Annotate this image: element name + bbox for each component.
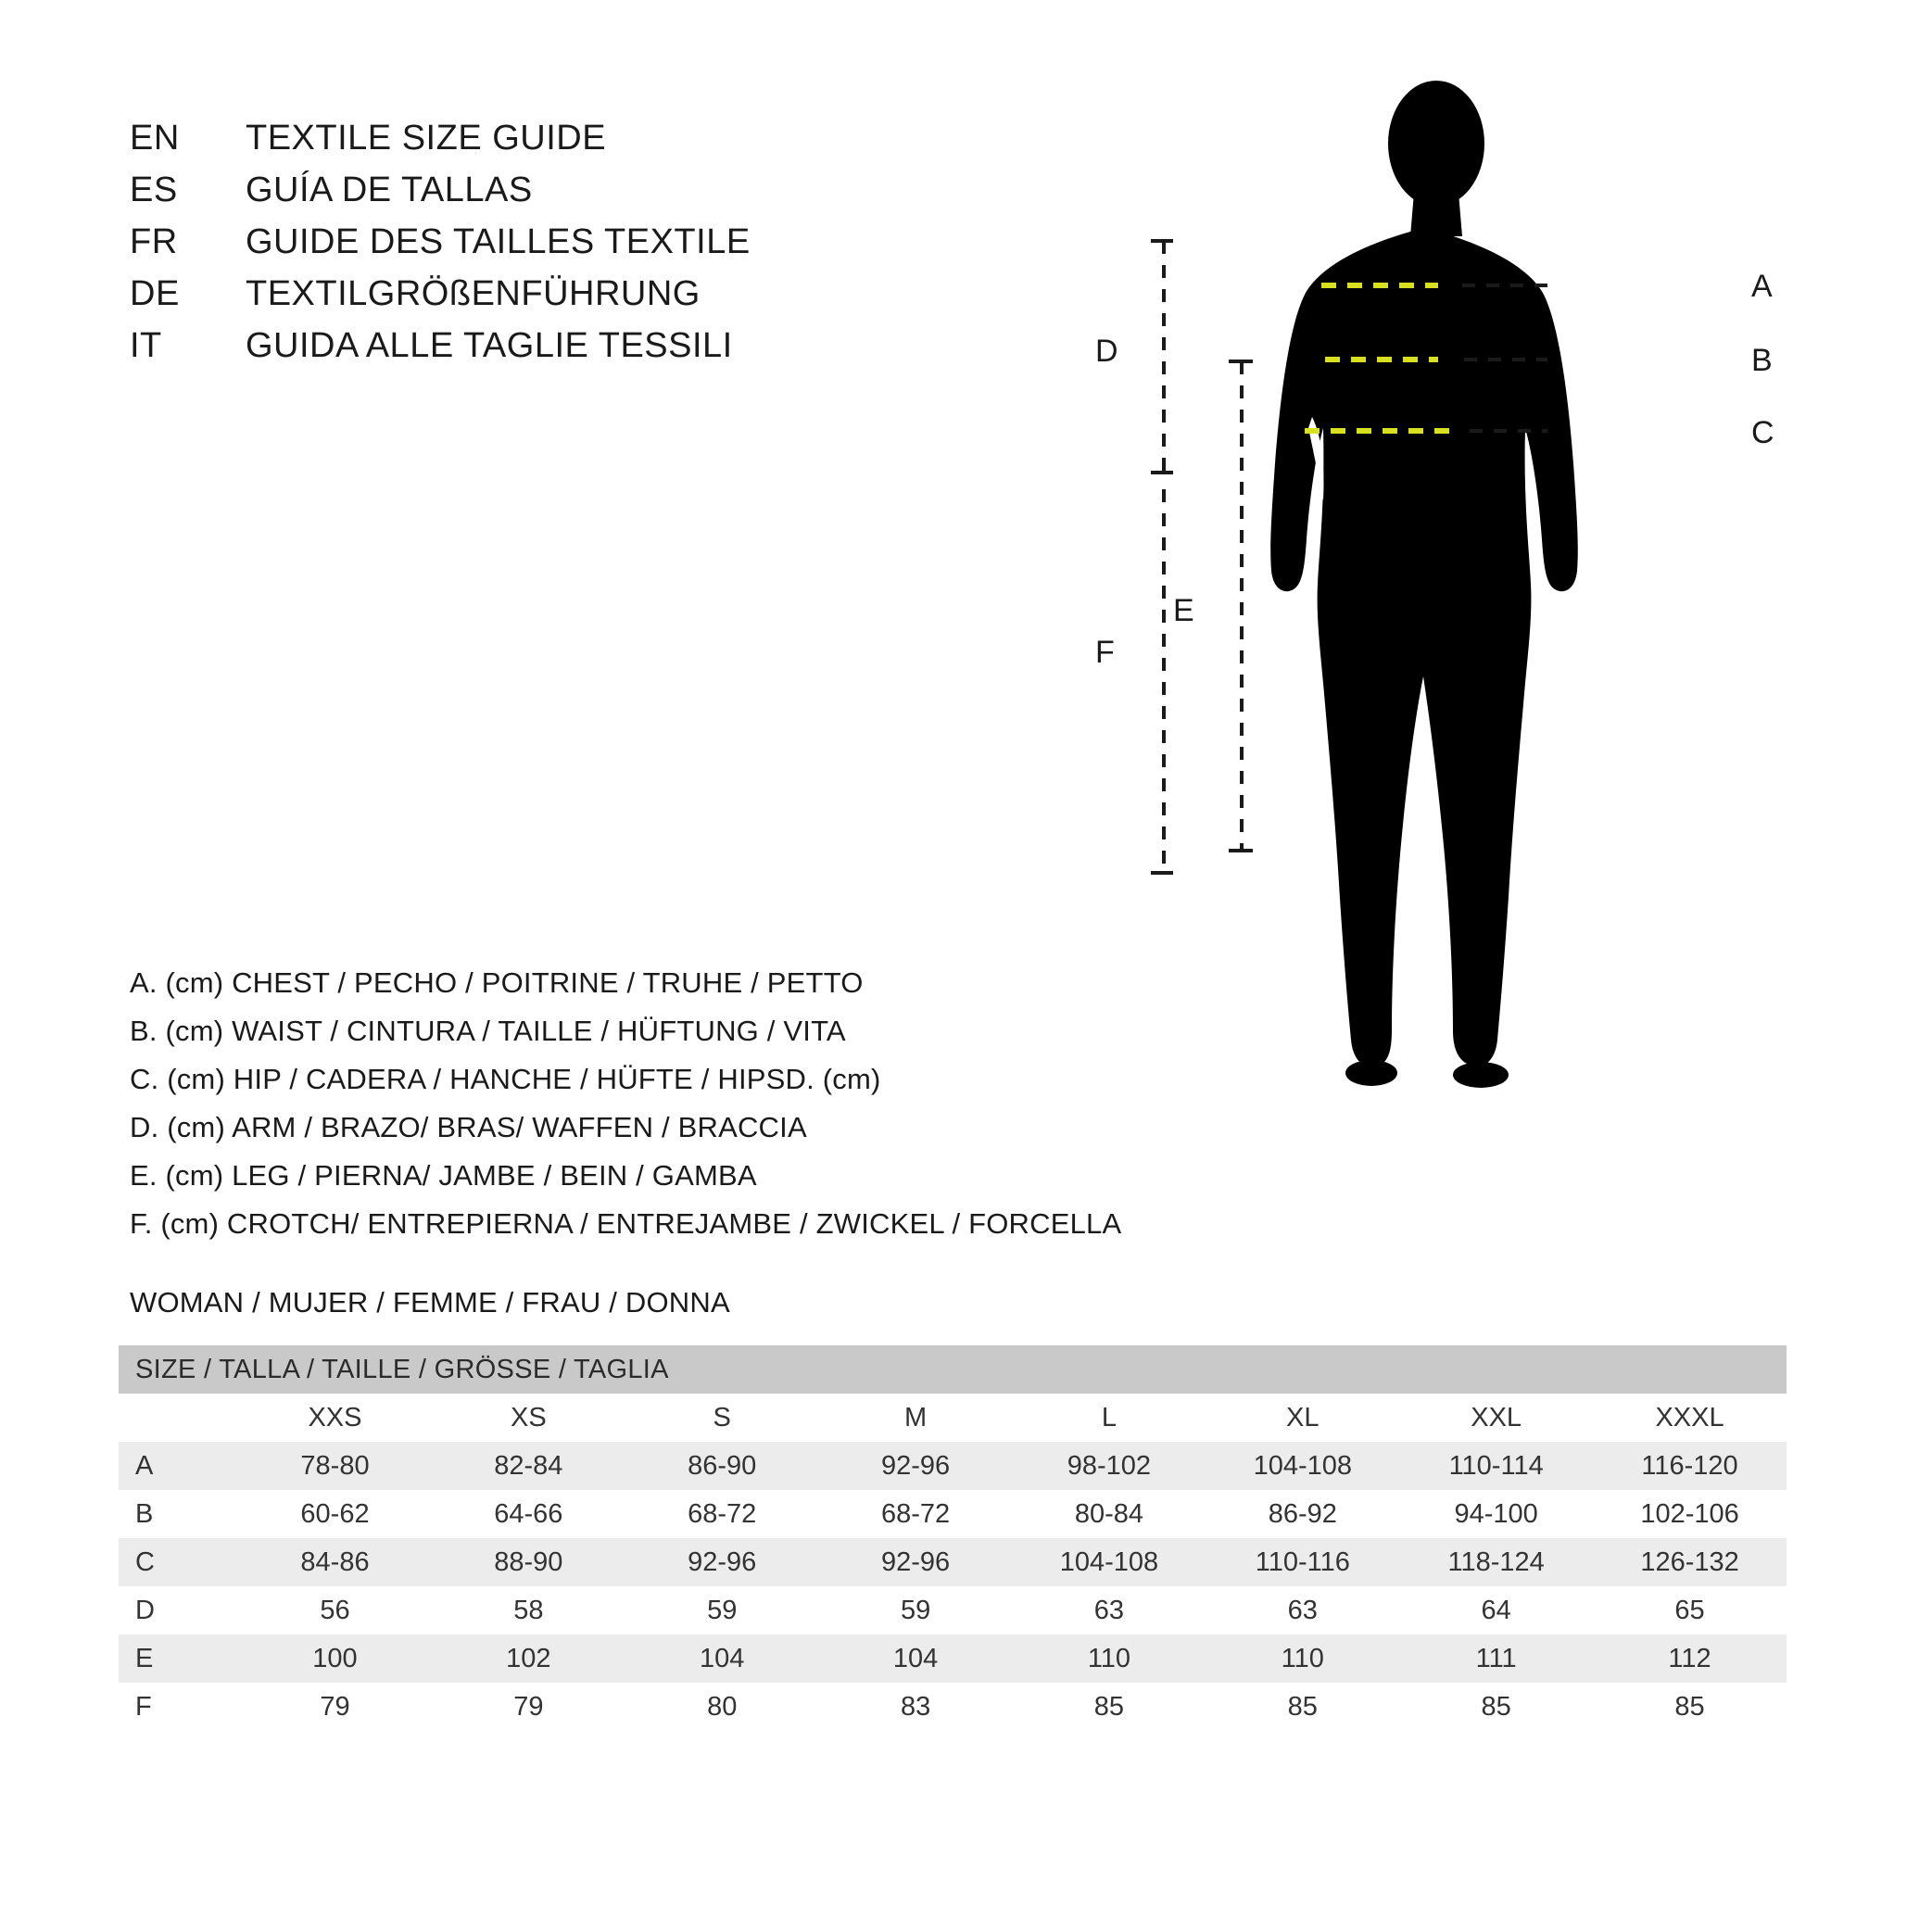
measurement-guides xyxy=(1140,65,1863,1177)
table-corner-cell xyxy=(119,1394,238,1442)
legend-item-d: D. (cm) ARM / BRAZO/ BRAS/ WAFFEN / BRACCIA xyxy=(130,1111,807,1143)
cell-d-xl: 63 xyxy=(1206,1586,1399,1634)
cell-a-s: 86-90 xyxy=(625,1442,819,1490)
cell-f-xs: 79 xyxy=(432,1683,625,1731)
table-row xyxy=(119,1442,1787,1490)
title-lang-es: ES xyxy=(130,170,178,209)
cell-e-xxxl: 112 xyxy=(1593,1634,1787,1683)
cell-a-xl: 104-108 xyxy=(1206,1442,1399,1490)
cell-e-m: 104 xyxy=(819,1634,1013,1683)
title-text-de: TEXTILGRÖßENFÜHRUNG xyxy=(246,274,701,313)
legend-item-b: B. (cm) WAIST / CINTURA / TAILLE / HÜFTUNG / VITA xyxy=(130,1015,846,1047)
cell-a-xxl: 110-114 xyxy=(1399,1442,1593,1490)
legend-item-a: A. (cm) CHEST / PECHO / POITRINE / TRUHE / PETTO xyxy=(130,966,864,999)
size-xl: XL xyxy=(1206,1394,1399,1442)
label-F: F xyxy=(1095,635,1115,670)
table-row xyxy=(119,1490,1787,1538)
cell-b-xxs: 60-62 xyxy=(238,1490,432,1538)
title-lang-de: DE xyxy=(130,274,180,313)
cell-a-xxxl: 116-120 xyxy=(1593,1442,1787,1490)
cell-f-s: 80 xyxy=(625,1683,819,1731)
cell-b-xxxl: 102-106 xyxy=(1593,1490,1787,1538)
title-text-fr: GUIDE DES TAILLES TEXTILE xyxy=(246,222,751,261)
cell-d-m: 59 xyxy=(819,1586,1013,1634)
legend-block xyxy=(130,959,1121,1248)
cell-c-xxl: 118-124 xyxy=(1399,1538,1593,1586)
label-D: D xyxy=(1095,334,1118,369)
measurement-diagram xyxy=(1095,65,1863,1177)
cell-d-xxl: 64 xyxy=(1399,1586,1593,1634)
cell-c-xl: 110-116 xyxy=(1206,1538,1399,1586)
cell-e-xs: 102 xyxy=(432,1634,625,1683)
table-header-row xyxy=(119,1345,1787,1394)
cell-b-s: 68-72 xyxy=(625,1490,819,1538)
legend-item-e: E. (cm) LEG / PIERNA/ JAMBE / BEIN / GAMBA xyxy=(130,1159,757,1192)
title-lang-en: EN xyxy=(130,119,180,158)
title-row xyxy=(130,119,751,170)
size-xxxl: XXXL xyxy=(1593,1394,1787,1442)
title-lang-it: IT xyxy=(130,326,162,365)
size-l: L xyxy=(1013,1394,1206,1442)
cell-d-xs: 58 xyxy=(432,1586,625,1634)
cell-f-xl: 85 xyxy=(1206,1683,1399,1731)
cell-d-s: 59 xyxy=(625,1586,819,1634)
cell-d-xxxl: 65 xyxy=(1593,1586,1787,1634)
row-label-a: A xyxy=(119,1442,238,1490)
table-row xyxy=(119,1634,1787,1683)
title-row xyxy=(130,274,751,326)
label-B: B xyxy=(1751,343,1773,378)
size-xxl: XXL xyxy=(1399,1394,1593,1442)
cell-f-l: 85 xyxy=(1013,1683,1206,1731)
cell-e-xl: 110 xyxy=(1206,1634,1399,1683)
title-text-it: GUIDA ALLE TAGLIE TESSILI xyxy=(246,326,733,365)
title-block xyxy=(130,119,751,378)
legend-item-c: C. (cm) HIP / CADERA / HANCHE / HÜFTE / HIPSD. (cm) xyxy=(130,1063,881,1095)
cell-c-xxxl: 126-132 xyxy=(1593,1538,1787,1586)
cell-b-xxl: 94-100 xyxy=(1399,1490,1593,1538)
cell-b-m: 68-72 xyxy=(819,1490,1013,1538)
cell-e-xxl: 111 xyxy=(1399,1634,1593,1683)
cell-c-xxs: 84-86 xyxy=(238,1538,432,1586)
size-table xyxy=(119,1345,1787,1731)
title-text-es: GUÍA DE TALLAS xyxy=(246,170,533,209)
cell-d-xxs: 56 xyxy=(238,1586,432,1634)
cell-f-m: 83 xyxy=(819,1683,1013,1731)
cell-a-xs: 82-84 xyxy=(432,1442,625,1490)
cell-c-s: 92-96 xyxy=(625,1538,819,1586)
label-E: E xyxy=(1173,593,1194,628)
cell-c-m: 92-96 xyxy=(819,1538,1013,1586)
cell-a-m: 92-96 xyxy=(819,1442,1013,1490)
cell-c-l: 104-108 xyxy=(1013,1538,1206,1586)
cell-e-xxs: 100 xyxy=(238,1634,432,1683)
title-row xyxy=(130,326,751,378)
table-row xyxy=(119,1538,1787,1586)
size-xs: XS xyxy=(432,1394,625,1442)
cell-a-xxs: 78-80 xyxy=(238,1442,432,1490)
cell-f-xxxl: 85 xyxy=(1593,1683,1787,1731)
title-lang-fr: FR xyxy=(130,222,178,261)
cell-b-xs: 64-66 xyxy=(432,1490,625,1538)
table-row xyxy=(119,1586,1787,1634)
cell-b-xl: 86-92 xyxy=(1206,1490,1399,1538)
row-label-e: E xyxy=(119,1634,238,1683)
table-sizes-row xyxy=(119,1394,1787,1442)
table-header-label: SIZE / TALLA / TAILLE / GRÖSSE / TAGLIA xyxy=(119,1345,1787,1394)
title-text-en: TEXTILE SIZE GUIDE xyxy=(246,119,607,158)
row-label-d: D xyxy=(119,1586,238,1634)
table-row xyxy=(119,1683,1787,1731)
label-C: C xyxy=(1751,415,1774,450)
row-label-c: C xyxy=(119,1538,238,1586)
size-xxs: XXS xyxy=(238,1394,432,1442)
cell-f-xxl: 85 xyxy=(1399,1683,1593,1731)
cell-e-l: 110 xyxy=(1013,1634,1206,1683)
gender-label: WOMAN / MUJER / FEMME / FRAU / DONNA xyxy=(130,1286,730,1319)
size-m: M xyxy=(819,1394,1013,1442)
row-label-b: B xyxy=(119,1490,238,1538)
size-s: S xyxy=(625,1394,819,1442)
cell-c-xs: 88-90 xyxy=(432,1538,625,1586)
label-A: A xyxy=(1751,269,1773,304)
legend-item-f: F. (cm) CROTCH/ ENTREPIERNA / ENTREJAMBE / ZWICKEL / FORCELLA xyxy=(130,1207,1122,1240)
cell-f-xxs: 79 xyxy=(238,1683,432,1731)
title-row xyxy=(130,170,751,222)
title-row xyxy=(130,222,751,274)
cell-e-s: 104 xyxy=(625,1634,819,1683)
row-label-f: F xyxy=(119,1683,238,1731)
cell-b-l: 80-84 xyxy=(1013,1490,1206,1538)
cell-a-l: 98-102 xyxy=(1013,1442,1206,1490)
cell-d-l: 63 xyxy=(1013,1586,1206,1634)
